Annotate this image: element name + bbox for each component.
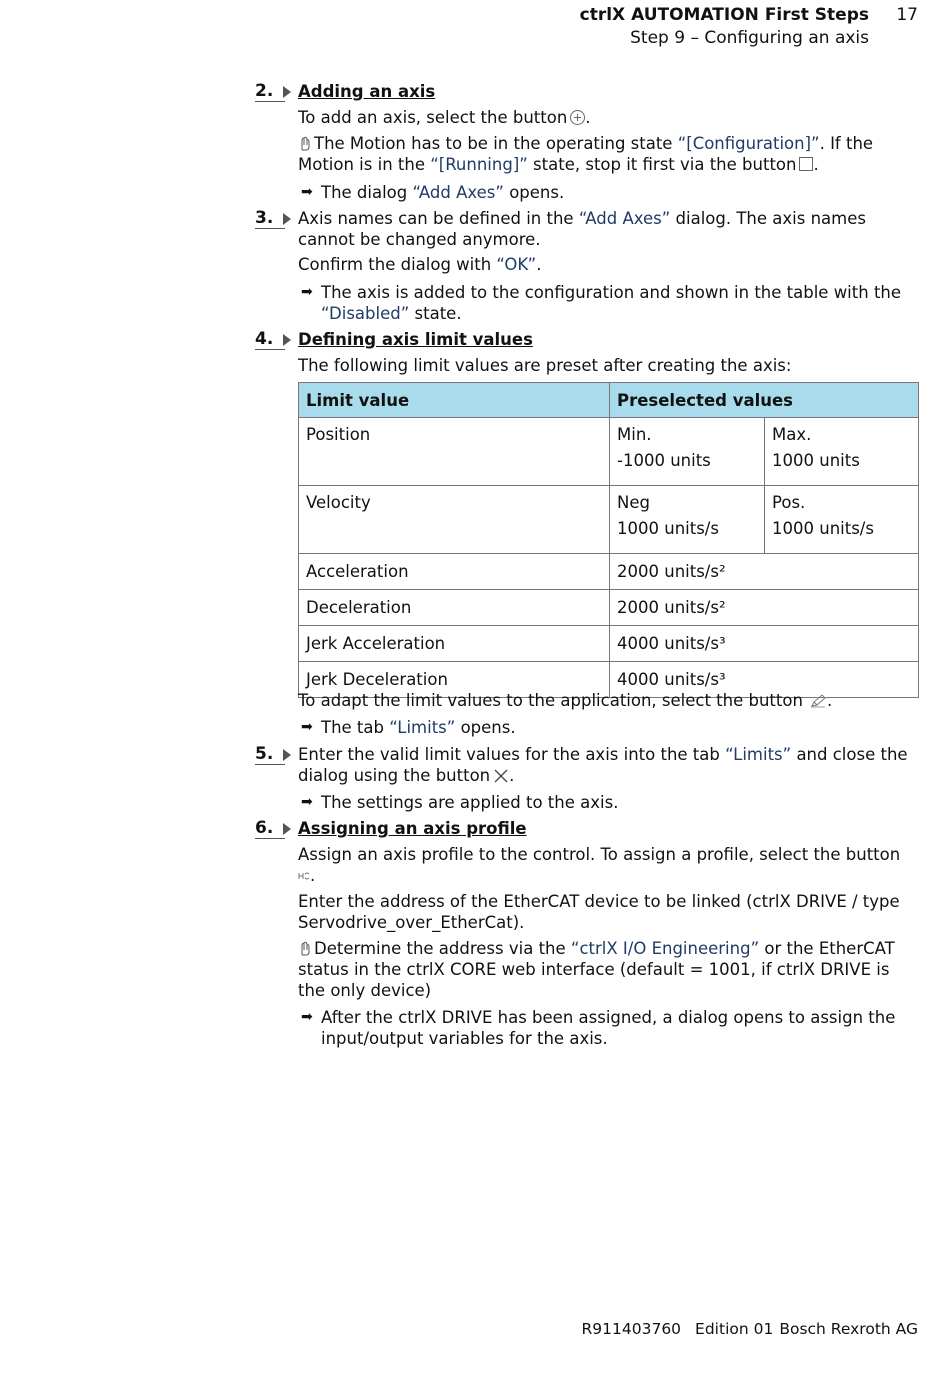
table-header-cell: Limit value bbox=[299, 383, 610, 418]
result-text: The settings are applied to the axis. bbox=[321, 793, 619, 812]
step-text: Assign an axis profile to the control. To assign a profile, select the button . bbox=[298, 845, 901, 885]
step-text: To add an axis, select the button . bbox=[298, 108, 591, 127]
table-cell: 2000 units/s² bbox=[610, 554, 919, 590]
text-segment: Confirm the dialog with bbox=[298, 255, 497, 274]
table-row bbox=[299, 486, 919, 554]
step-heading: Defining axis limit values bbox=[298, 330, 533, 349]
cell-text: Max. bbox=[772, 425, 812, 444]
page-number: 17 bbox=[896, 5, 918, 25]
step-marker-3 bbox=[255, 208, 293, 230]
result-arrow-icon: ➡ bbox=[301, 284, 313, 300]
step-arrow-icon bbox=[283, 749, 291, 761]
text-segment: The tab bbox=[321, 718, 390, 737]
quoted-term: “Disabled” bbox=[321, 304, 410, 323]
text-segment: The Motion has to be in the operating state bbox=[314, 134, 678, 153]
company-name: Bosch Rexroth AG bbox=[779, 1320, 918, 1338]
step-arrow-icon bbox=[283, 823, 291, 835]
close-x-icon bbox=[493, 769, 509, 783]
stop-square-icon bbox=[799, 157, 813, 171]
step-underline bbox=[255, 838, 285, 839]
step-heading: Assigning an axis profile bbox=[298, 819, 527, 838]
text-segment: opens. bbox=[503, 183, 565, 202]
step-underline bbox=[255, 228, 285, 229]
note-hand-icon bbox=[298, 940, 312, 956]
step-marker-2 bbox=[255, 81, 293, 103]
quoted-term: “Limits” bbox=[725, 745, 792, 764]
page-footer bbox=[568, 1319, 918, 1340]
table-row bbox=[299, 590, 919, 626]
text-segment: state, stop it first via the button bbox=[527, 155, 797, 174]
step-arrow-icon bbox=[283, 86, 291, 98]
edition-label: Edition 01 bbox=[695, 1320, 774, 1338]
text-segment: Axis names can be defined in the bbox=[298, 209, 579, 228]
table-cell: 4000 units/s³ bbox=[610, 662, 919, 698]
table-cell bbox=[610, 486, 765, 554]
running-header-title: ctrlX AUTOMATION First Steps bbox=[579, 5, 869, 25]
step-underline bbox=[255, 101, 285, 102]
text-segment: Enter the valid limit values for the axis into the tab bbox=[298, 745, 726, 764]
table-cell: 4000 units/s³ bbox=[610, 626, 919, 662]
table-row bbox=[299, 626, 919, 662]
table-cell: 2000 units/s² bbox=[610, 590, 919, 626]
text-segment: state. bbox=[409, 304, 462, 323]
table-cell: Position bbox=[299, 418, 610, 486]
table-cell: Acceleration bbox=[299, 554, 610, 590]
step-underline bbox=[255, 764, 285, 765]
step-text: To adapt the limit values to the application, select the button . bbox=[298, 691, 833, 710]
cell-text: 1000 units/s bbox=[772, 519, 874, 538]
step-text bbox=[298, 208, 918, 250]
text-segment: To adapt the limit values to the application, select the button bbox=[298, 691, 803, 710]
text-segment: The dialog bbox=[321, 183, 413, 202]
text-segment: . If the Motion is in the bbox=[298, 134, 874, 174]
text-segment: Determine the address via the bbox=[314, 939, 571, 958]
table-row bbox=[299, 554, 919, 590]
text-segment: and close the dialog using the button bbox=[298, 745, 908, 785]
quoted-term: “[Configuration]” bbox=[677, 134, 820, 153]
quoted-term: “ctrlX I/O Engineering” bbox=[570, 939, 760, 958]
table-cell: Jerk Acceleration bbox=[299, 626, 610, 662]
result-text bbox=[321, 717, 911, 738]
add-circle-icon bbox=[570, 110, 585, 125]
step-number: 5. bbox=[255, 744, 274, 764]
text-segment: The axis is added to the configuration and shown in the table with the bbox=[321, 283, 902, 302]
quoted-term: “OK” bbox=[496, 255, 537, 274]
step-marker-6 bbox=[255, 818, 293, 840]
result-text: After the ctrlX DRIVE has been assigned, a dialog opens to assign the input/output variables for the axis. bbox=[321, 1008, 896, 1048]
cell-text: 1000 units/s bbox=[617, 519, 719, 538]
result-text bbox=[321, 182, 911, 203]
table-cell: Velocity bbox=[299, 486, 610, 554]
step-text: Enter the address of the EtherCAT device to be linked (ctrlX DRIVE / type Servodrive_over_EtherCat). bbox=[298, 892, 900, 932]
step-arrow-icon bbox=[283, 334, 291, 346]
cell-text: 1000 units bbox=[772, 451, 860, 470]
result-text bbox=[321, 282, 911, 324]
step-number: 4. bbox=[255, 329, 274, 349]
text-segment: or the EtherCAT status in the ctrlX CORE web interface (default = 1001, if ctrlX DRIVE is the only device) bbox=[298, 939, 895, 1000]
quoted-term: “Add Axes” bbox=[578, 209, 671, 228]
step-number: 6. bbox=[255, 818, 274, 838]
table-row bbox=[299, 418, 919, 486]
step-underline bbox=[255, 349, 285, 350]
limit-values-table bbox=[298, 382, 919, 698]
cell-text: Neg bbox=[617, 493, 650, 512]
step-marker-5 bbox=[255, 744, 293, 766]
text-segment: Assign an axis profile to the control. To assign a profile, select the button bbox=[298, 845, 901, 864]
quoted-term: “Limits” bbox=[389, 718, 456, 737]
table-cell bbox=[765, 418, 919, 486]
step-marker-4 bbox=[255, 329, 293, 351]
text-segment: To add an axis, select the button bbox=[298, 108, 568, 127]
step-number: 3. bbox=[255, 208, 274, 228]
running-header-subtitle: Step 9 – Configuring an axis bbox=[630, 28, 869, 48]
table-cell bbox=[610, 418, 765, 486]
step-heading: Adding an axis bbox=[298, 82, 436, 101]
assign-link-icon bbox=[298, 871, 310, 881]
cell-text: Min. bbox=[617, 425, 652, 444]
edit-pencil-icon bbox=[809, 694, 827, 708]
table-header-row bbox=[299, 383, 919, 418]
step-text: Confirm the dialog with “OK”. bbox=[298, 255, 542, 274]
document-number: R911403760 bbox=[581, 1320, 682, 1338]
result-arrow-icon: ➡ bbox=[301, 719, 313, 735]
table-cell bbox=[765, 486, 919, 554]
text-segment: opens. bbox=[455, 718, 516, 737]
step-text: The following limit values are preset after creating the axis: bbox=[298, 356, 792, 375]
text-segment: dialog. The axis names cannot be changed anymore. bbox=[298, 209, 866, 249]
step-note bbox=[298, 938, 918, 1001]
note-hand-icon bbox=[298, 135, 312, 151]
table-cell: Jerk Deceleration bbox=[299, 662, 610, 698]
cell-text: Pos. bbox=[772, 493, 806, 512]
step-note: The Motion has to be in the operating state “[Configuration]”. If the Motion is in the “[Running]” state, stop it first via the button . bbox=[298, 134, 874, 174]
cell-text: -1000 units bbox=[617, 451, 711, 470]
step-text: Enter the valid limit values for the axis into the tab “Limits” and close the dialog using the button . bbox=[298, 745, 908, 785]
step-arrow-icon bbox=[283, 213, 291, 225]
step-number: 2. bbox=[255, 81, 274, 101]
quoted-term: “[Running]” bbox=[430, 155, 528, 174]
table-header-cell: Preselected values bbox=[610, 383, 919, 418]
result-arrow-icon: ➡ bbox=[301, 1009, 313, 1025]
quoted-term: “Add Axes” bbox=[412, 183, 504, 202]
result-arrow-icon: ➡ bbox=[301, 184, 313, 200]
table-cell: Deceleration bbox=[299, 590, 610, 626]
result-arrow-icon: ➡ bbox=[301, 794, 313, 810]
